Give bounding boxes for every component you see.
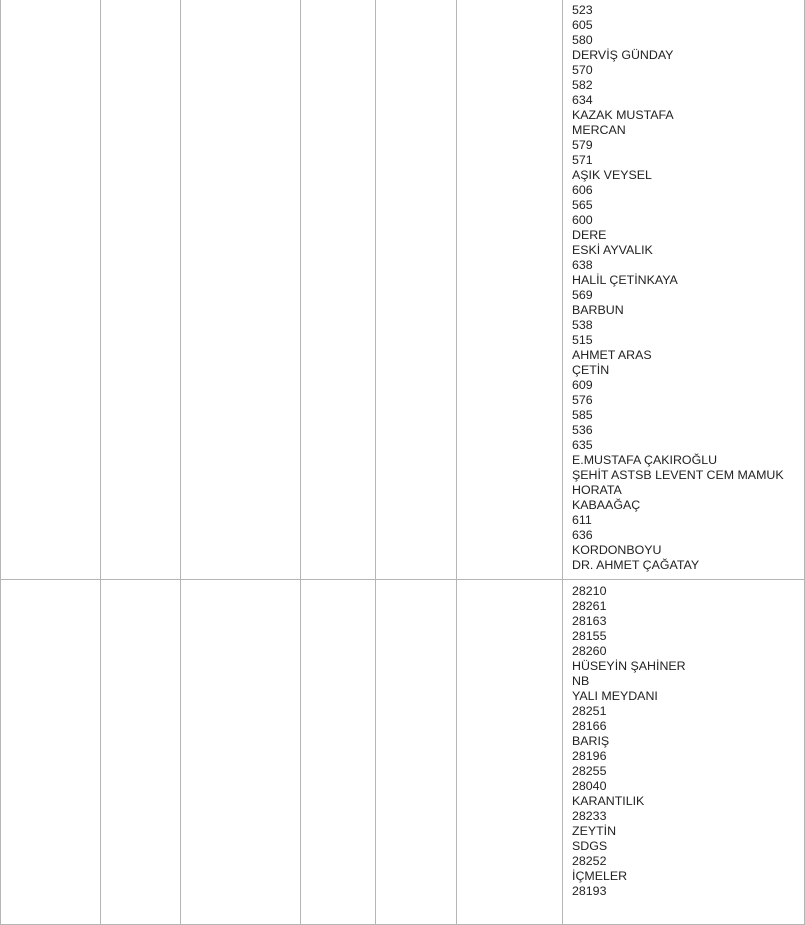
list-item: HORATA [572, 483, 622, 497]
list-item: 606 [572, 183, 593, 197]
list-item: ŞEHİT ASTSB LEVENT CEM MAMUK [572, 468, 784, 482]
table-cell [1, 580, 101, 925]
list-item: İÇMELER [572, 869, 628, 883]
table-cell [301, 580, 376, 925]
list-item: 634 [572, 93, 593, 107]
table-row [1, 0, 805, 580]
list-item: HÜSEYİN ŞAHİNER [572, 659, 686, 673]
list-item: AŞIK VEYSEL [572, 168, 652, 182]
list-item: 638 [572, 258, 593, 272]
table-cell [101, 580, 181, 925]
street-list-cell [563, 0, 805, 580]
list-item: 28210 [572, 584, 607, 598]
table-cell [376, 0, 457, 580]
list-item: MERCAN [572, 123, 626, 137]
list-item: SDGS [572, 839, 608, 853]
list-item: 28233 [572, 809, 607, 823]
list-item: 536 [572, 423, 593, 437]
list-item: E.MUSTAFA ÇAKIROĞLU [572, 453, 718, 467]
list-item: 635 [572, 438, 593, 452]
list-item: 28261 [572, 599, 607, 613]
list-item: DERE [572, 228, 607, 242]
list-item: ÇETİN [572, 363, 610, 377]
list-item: 523 [572, 3, 593, 17]
table-cell [376, 580, 457, 925]
table-row [1, 580, 805, 925]
list-item: DR. AHMET ÇAĞATAY [572, 558, 700, 572]
list-item: YALI MEYDANI [572, 689, 658, 703]
list-item: BARIŞ [572, 734, 610, 748]
list-item: 28251 [572, 704, 607, 718]
list-item: ZEYTİN [572, 824, 617, 838]
list-item: 28166 [572, 719, 607, 733]
list-item: KABAAĞAÇ [572, 498, 641, 512]
list-item: 565 [572, 198, 593, 212]
table-cell [1, 0, 101, 580]
list-item: 569 [572, 288, 593, 302]
list-item: AHMET ARAS [572, 348, 652, 362]
list-item: KORDONBOYU [572, 543, 662, 557]
table-cell [457, 0, 563, 580]
street-list-cell [563, 580, 805, 925]
list-item: 28155 [572, 629, 607, 643]
list-item: 28193 [572, 884, 607, 898]
list-item: 28252 [572, 854, 607, 868]
list-item: 28255 [572, 764, 607, 778]
list-item: KAZAK MUSTAFA [572, 108, 674, 122]
list-item: ESKİ AYVALIK [572, 243, 653, 257]
list-item: 571 [572, 153, 593, 167]
list-item: 515 [572, 333, 593, 347]
list-item: BARBUN [572, 303, 624, 317]
list-item: 579 [572, 138, 593, 152]
table-cell [457, 580, 563, 925]
list-item: 605 [572, 18, 593, 32]
list-item: 28040 [572, 779, 607, 793]
list-item: 611 [572, 513, 592, 527]
list-item: DERVİŞ GÜNDAY [572, 48, 674, 62]
list-item: HALİL ÇETİNKAYA [572, 273, 678, 287]
list-item: 28260 [572, 644, 607, 658]
list-item: 582 [572, 78, 593, 92]
list-item: 576 [572, 393, 593, 407]
list-item: 28196 [572, 749, 607, 763]
list-item: 538 [572, 318, 593, 332]
table-cell [181, 580, 301, 925]
list-item: 636 [572, 528, 593, 542]
list-item: 600 [572, 213, 593, 227]
table-cell [301, 0, 376, 580]
list-item: NB [572, 674, 590, 688]
list-item: 585 [572, 408, 593, 422]
list-item: KARANTILIK [572, 794, 645, 808]
table-cell [101, 0, 181, 580]
list-item: 580 [572, 33, 593, 47]
list-item: 609 [572, 378, 593, 392]
list-item: 28163 [572, 614, 607, 628]
list-item: 570 [572, 63, 593, 77]
table-cell [181, 0, 301, 580]
